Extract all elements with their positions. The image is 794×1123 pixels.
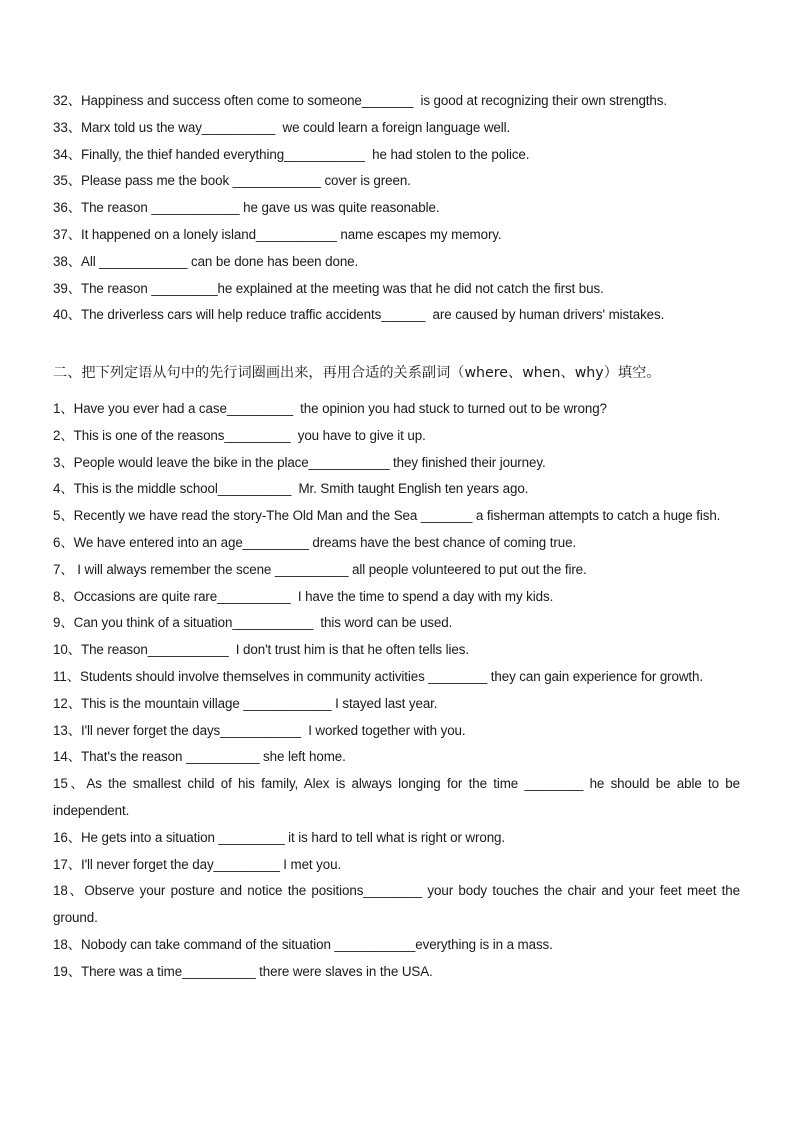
exercise-item-4: 4、This is the middle school__________ Mr. Smith taught English ten years ago. <box>53 481 529 497</box>
exercise-item-18b: 18、Nobody can take command of the situation ___________everything is in a mass. <box>53 936 553 952</box>
exercise-item-35: 35、Please pass me the book ____________ cover is green. <box>53 173 411 189</box>
exercise-item-39: 39、The reason _________he explained at the meeting was that he did not catch the first bus. <box>53 280 604 296</box>
exercise-item-16: 16、He gets into a situation _________ it is hard to tell what is right or wrong. <box>53 829 506 845</box>
exercise-item-13: 13、I'll never forget the days___________ I worked together with you. <box>53 722 466 738</box>
exercise-item-36: 36、The reason ____________ he gave us was quite reasonable. <box>53 200 440 216</box>
exercise-item-7: 7、 I will always remember the scene __________ all people volunteered to put out the fire. <box>53 561 587 577</box>
exercise-item-3: 3、People would leave the bike in the place___________ they finished their journey. <box>53 454 546 470</box>
exercise-item-9: 9、Can you think of a situation___________ this word can be used. <box>53 615 453 631</box>
exercise-item-8: 8、Occasions are quite rare__________ I have the time to spend a day with my kids. <box>53 588 554 604</box>
exercise-item-11: 11、Students should involve themselves in community activities ________ they can gain experience for growth. <box>53 668 704 684</box>
exercise-item-17: 17、I'll never forget the day_________ I met you. <box>53 856 342 872</box>
section-heading: 二、把下列定语从句中的先行词圈画出来，再用合适的关系副词（where、when、why）填空。 <box>53 365 661 381</box>
exercise-item-18a: 18、Observe your posture and notice the positions________ your body touches the chair and your feet meet the ground. <box>53 883 740 926</box>
exercise-list-part1 <box>53 88 740 329</box>
exercise-item-37: 37、It happened on a lonely island___________ name escapes my memory. <box>53 226 502 242</box>
exercise-item-5: 5、Recently we have read the story-The Old Man and the Sea _______ a fisherman attempts to catch a huge fish. <box>53 508 721 524</box>
exercise-list-part2 <box>53 396 740 986</box>
exercise-item-14: 14、That's the reason __________ she left home. <box>53 749 346 765</box>
exercise-item-1: 1、Have you ever had a case_________ the opinion you had stuck to turned out to be wrong? <box>53 401 607 416</box>
exercise-item-34: 34、Finally, the thief handed everything___________ he had stolen to the police. <box>53 146 530 162</box>
exercise-item-19: 19、There was a time__________ there were slaves in the USA. <box>53 963 433 979</box>
exercise-item-40: 40、The driverless cars will help reduce traffic accidents______ are caused by human drivers' mistakes. <box>53 307 665 323</box>
exercise-item-12: 12、This is the mountain village ____________ I stayed last year. <box>53 695 438 711</box>
exercise-item-15: 15、As the smallest child of his family, Alex is always longing for the time ________ he should be able to be independent. <box>53 776 740 818</box>
exercise-item-38: 38、All ____________ can be done has been done. <box>53 253 359 269</box>
exercise-item-10: 10、The reason___________ I don't trust him is that he often tells lies. <box>53 642 469 658</box>
exercise-item-6: 6、We have entered into an age_________ dreams have the best chance of coming true. <box>53 534 577 550</box>
exercise-item-33: 33、Marx told us the way__________ we could learn a foreign language well. <box>53 119 511 135</box>
exercise-item-2: 2、This is one of the reasons_________ you have to give it up. <box>53 427 426 443</box>
exercise-item-32: 32、Happiness and success often come to someone_______ is good at recognizing their own strengths. <box>53 93 667 108</box>
